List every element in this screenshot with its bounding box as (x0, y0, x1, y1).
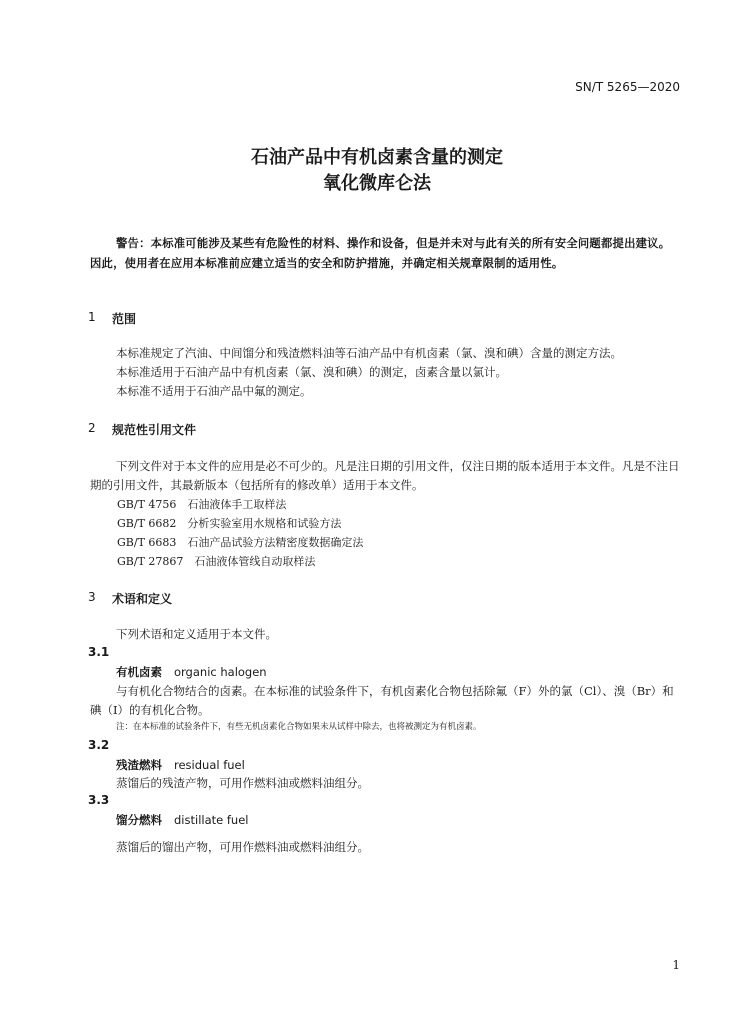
section-number: 2 (88, 421, 96, 435)
term-number: 3.3 (88, 793, 110, 807)
term-number: 3.2 (88, 738, 110, 752)
section-number: 3 (88, 590, 96, 604)
section-title-terms: 术语和定义 (112, 592, 173, 606)
term-english: residual fuel (174, 758, 245, 772)
term-definition: 蒸馏后的残渣产物，可用作燃料油或燃料油组分。 (116, 776, 369, 790)
reference-item: GB/T 6682 分析实验室用水规格和试验方法 (117, 517, 342, 530)
reference-item: GB/T 6683 石油产品试验方法精密度数据确定法 (117, 536, 364, 549)
term-heading (116, 812, 248, 828)
warning-paragraph: 警告：本标准可能涉及某些有危险性的材料、操作和设备，但是并未对与此有关的所有安全问题都提出建议。因此，使用者在应用本标准前应建立适当的安全和防护措施，并确定相关规章限制的适用性。 (90, 237, 671, 270)
reference-item: GB/T 4756 石油液体手工取样法 (117, 498, 287, 511)
standard-code: SN/T 5265—2020 (575, 80, 680, 94)
scope-paragraph: 本标准不适用于石油产品中氟的测定。 (116, 384, 312, 398)
section-number: 1 (88, 310, 96, 324)
term-english: distillate fuel (174, 813, 249, 827)
section-title-scope: 范围 (112, 312, 137, 326)
term-note: 注：在本标准的试验条件下，有些无机卤素化合物如果未从试样中除去，也将被测定为有机卤素。 (116, 722, 482, 732)
references-intro: 下列文件对于本文件的应用是必不可少的。凡是注日期的引用文件，仅注日期的版本适用于本文件。凡是不注日期的引用文件，其最新版本（包括所有的修改单）适用于本文件。 (90, 459, 680, 492)
document-subtitle: 氧化微库仑法 (323, 173, 431, 194)
reference-item: GB/T 27867 石油液体管线自动取样法 (117, 555, 316, 568)
term-heading (116, 757, 245, 773)
document-title: 石油产品中有机卤素含量的测定 (251, 147, 503, 168)
scope-paragraph: 本标准适用于石油产品中有机卤素（氯、溴和碘）的测定，卤素含量以氯计。 (116, 365, 507, 379)
term-number: 3.1 (88, 645, 110, 659)
terms-intro: 下列术语和定义适用于本文件。 (116, 627, 277, 641)
section-title-normative-references: 规范性引用文件 (112, 423, 197, 437)
term-english: organic halogen (174, 665, 267, 679)
scope-paragraph: 本标准规定了汽油、中间馏分和残渣燃料油等石油产品中有机卤素（氯、溴和碘）含量的测定方法。 (116, 346, 622, 360)
term-chinese: 有机卤素 (116, 665, 162, 679)
term-chinese: 馏分燃料 (116, 813, 162, 827)
term-definition: 蒸馏后的馏出产物，可用作燃料油或燃料油组分。 (116, 840, 369, 854)
term-heading (116, 664, 267, 680)
term-definition: 与有机化合物结合的卤素。在本标准的试验条件下，有机卤素化合物包括除氟（F）外的氯（Cl）、溴（Br）和碘（I）的有机化合物。 (90, 684, 674, 717)
page-number: 1 (672, 958, 680, 972)
term-chinese: 残渣燃料 (116, 758, 162, 772)
